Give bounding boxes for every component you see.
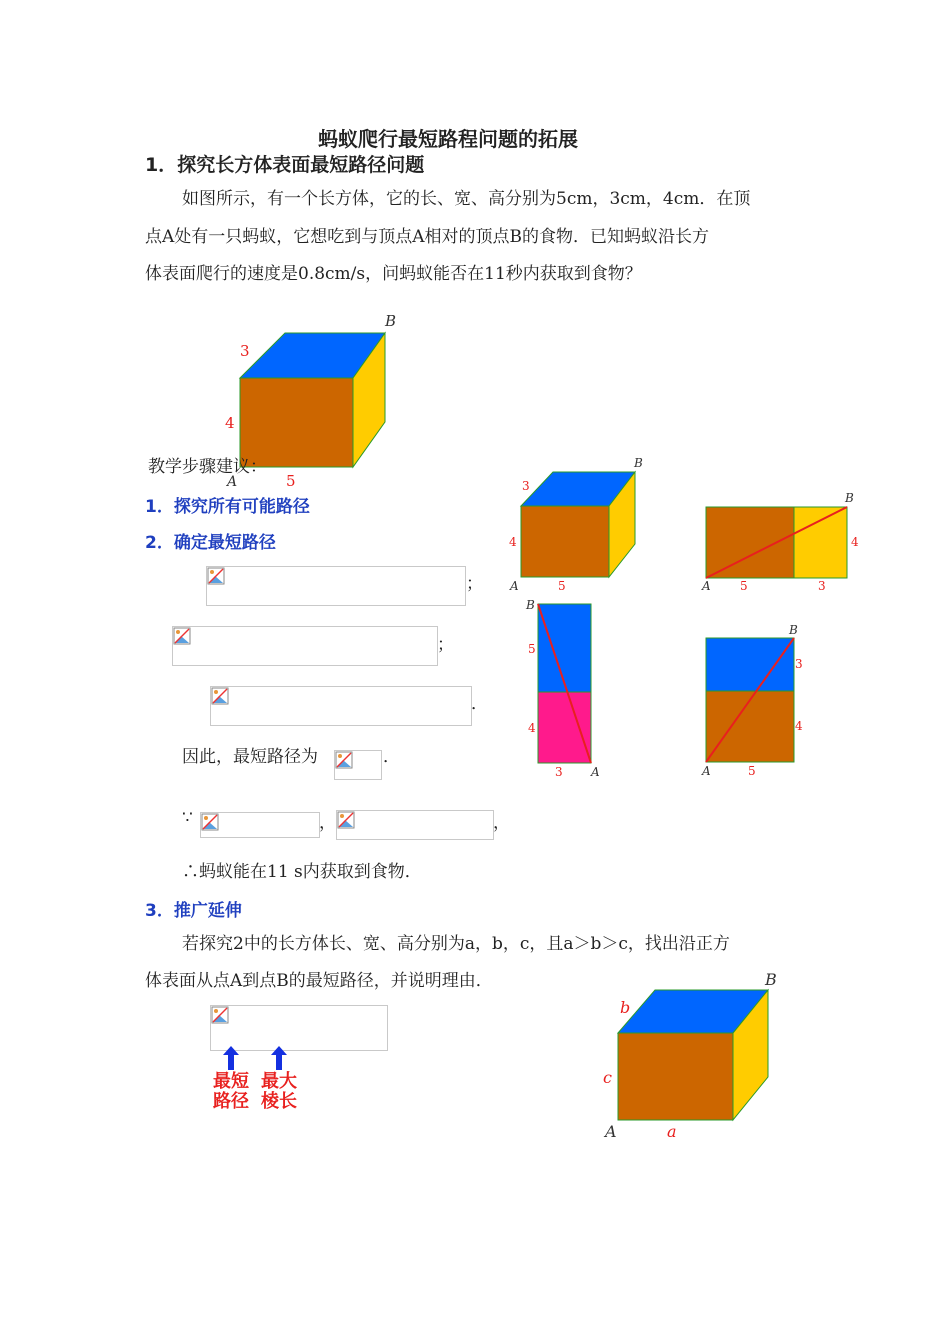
broken-image-icon bbox=[211, 1006, 229, 1024]
vertex-a-label: A bbox=[227, 474, 238, 490]
net-figure-horizontal bbox=[700, 490, 860, 595]
cuboid-figure-general bbox=[595, 965, 795, 1145]
comma-2: ， bbox=[493, 813, 510, 833]
height-label: 4 bbox=[509, 535, 517, 549]
length-label: 5 bbox=[558, 579, 566, 593]
therefore-text: ∴蚂蚁能在11 s内获取到食物． bbox=[182, 862, 422, 882]
depth-label: 3 bbox=[522, 479, 530, 493]
depth-label: 3 bbox=[240, 342, 250, 360]
vertex-b-label: B bbox=[845, 491, 854, 505]
bottom-label: 4 bbox=[528, 721, 536, 735]
net-figure-vertical bbox=[522, 595, 612, 780]
length-label: 5 bbox=[286, 472, 296, 490]
cuboid-front-face bbox=[618, 1033, 733, 1120]
problem-line-2: 点A处有一只蚂蚁，它想吃到与顶点A相对的顶点B的食物．已知蚂蚁沿长方 bbox=[145, 227, 710, 247]
formula-image-5 bbox=[200, 812, 320, 838]
extension-line-1: 若探究2中的长方体长、宽、高分别为a，b，c，且a＞b＞c，找出沿正方 bbox=[182, 934, 730, 954]
vertex-a-label: A bbox=[702, 579, 711, 593]
vertex-a-label: A bbox=[510, 579, 519, 593]
extension-line-2: 体表面从点A到点B的最短路径，并说明理由． bbox=[145, 971, 493, 991]
conclusion-period: ． bbox=[383, 747, 400, 767]
section-heading-1: 1．探究长方体表面最短路径问题 bbox=[145, 154, 425, 176]
formula-image-2 bbox=[172, 626, 438, 666]
because-symbol: ∵ bbox=[182, 808, 193, 828]
length-label: a bbox=[667, 1122, 677, 1141]
broken-image-icon bbox=[201, 813, 219, 831]
vertex-a-label: A bbox=[605, 1122, 617, 1141]
vertex-b-label: B bbox=[789, 623, 798, 637]
depth-label: b bbox=[620, 998, 631, 1017]
cuboid-figure-small bbox=[505, 455, 655, 595]
net-figure-stacked bbox=[700, 622, 810, 782]
up-arrow-icon bbox=[270, 1046, 288, 1070]
width-label: 5 bbox=[748, 764, 756, 778]
arrow-label-shortest-path: 最短 路径 bbox=[213, 1071, 249, 1112]
net-top-face bbox=[706, 638, 794, 691]
formula-image-7 bbox=[210, 1005, 388, 1051]
height-label: c bbox=[603, 1068, 612, 1087]
cuboid-front-face bbox=[240, 378, 353, 467]
formula-image-1 bbox=[206, 566, 466, 606]
broken-image-icon bbox=[337, 811, 355, 829]
step-1-heading: 1．探究所有可能路径 bbox=[145, 497, 310, 517]
problem-line-3: 体表面爬行的速度是0.8cm/s，问蚂蚁能否在11秒内获取到食物？ bbox=[145, 264, 642, 284]
vertex-b-label: B bbox=[765, 970, 777, 989]
teaching-label: 教学步骤建议： bbox=[148, 457, 267, 477]
net-front-face bbox=[706, 507, 794, 578]
formula-image-3 bbox=[210, 686, 472, 726]
step-3-heading: 3．推广延伸 bbox=[145, 901, 242, 921]
top-label: 5 bbox=[528, 642, 536, 656]
net-pink-face bbox=[538, 692, 591, 763]
up-arrow-icon bbox=[222, 1046, 240, 1070]
formula-image-4 bbox=[334, 750, 382, 780]
width-label: 3 bbox=[555, 765, 563, 779]
step-2-heading: 2．确定最短路径 bbox=[145, 533, 276, 553]
vertex-b-label: B bbox=[385, 312, 397, 330]
arrow-label-longest-edge: 最大 棱长 bbox=[261, 1071, 297, 1112]
vertex-a-label: A bbox=[591, 765, 600, 779]
semicolon-1: ； bbox=[466, 574, 483, 594]
broken-image-icon bbox=[173, 627, 191, 645]
broken-image-icon bbox=[335, 751, 353, 769]
top-label: 3 bbox=[795, 657, 803, 671]
conclusion-text: 因此，最短路径为 bbox=[182, 747, 318, 767]
height-label: 4 bbox=[851, 535, 859, 549]
width-label: 3 bbox=[818, 579, 826, 593]
height-label: 4 bbox=[225, 414, 235, 432]
broken-image-icon bbox=[211, 687, 229, 705]
cuboid-front-face bbox=[521, 506, 609, 577]
net-side-face bbox=[794, 507, 847, 578]
net-top-face bbox=[538, 604, 591, 692]
period-1: ． bbox=[471, 694, 488, 714]
length-label: 5 bbox=[740, 579, 748, 593]
broken-image-icon bbox=[207, 567, 225, 585]
formula-image-6 bbox=[336, 810, 494, 840]
bottom-label: 4 bbox=[795, 719, 803, 733]
vertex-a-label: A bbox=[702, 764, 711, 778]
comma-1: ， bbox=[319, 813, 336, 833]
semicolon-2: ； bbox=[437, 635, 454, 655]
problem-line-1: 如图所示，有一个长方体，它的长、宽、高分别为5cm，3cm，4cm．在顶 bbox=[182, 189, 751, 209]
vertex-b-label: B bbox=[634, 456, 643, 470]
page-title: 蚂蚁爬行最短路程问题的拓展 bbox=[318, 127, 578, 151]
vertex-b-label: B bbox=[526, 598, 535, 612]
